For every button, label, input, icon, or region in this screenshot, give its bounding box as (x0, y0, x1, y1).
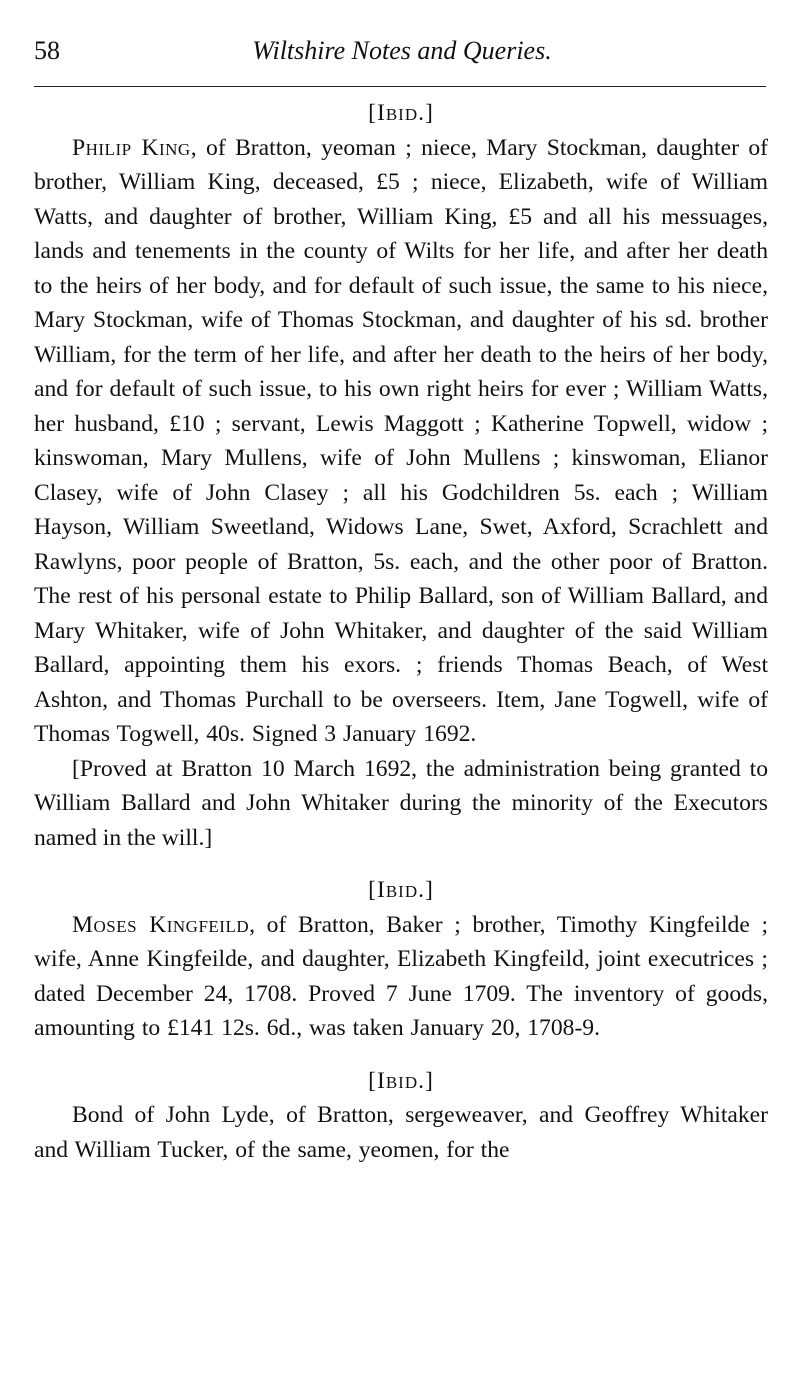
probate-note: [Proved at Bratton 10 March 1692, the administration being granted to William Ballard and John Whitaker during the minority of the Executors named in the will.] (34, 755, 768, 851)
testator-name: Philip King (72, 134, 191, 161)
section-heading: [Ibid.] (368, 100, 434, 126)
will-entry-moses-kingfeild (34, 908, 768, 1046)
testator-name: Moses Kingfeild (72, 911, 250, 938)
page-number: 58 (34, 36, 60, 65)
will-entry-philip-king (34, 131, 768, 752)
entry-text: , of Bratton, yeoman ; niece, Mary Stockman, daughter of brother, William King, deceased, £5 ; niece, Elizabeth, wife of William Watts, and daughter of brother, William King, £5 and all his messuages, lands and tenements in the county of Wilts for her life, and after her death to the heirs of her body, and for default of such issue, the same to his niece, Mary Stockman, wife of Thomas Stockman, and daughter of his sd. brother William, for the term of her life, and after her death to the heirs of her body, and for default of such issue, to his own right heirs for ever ; William Watts, her husband, £10 ; servant, Lewis Maggott ; Katherine Topwell, widow ; kinswoman, Mary Mullens, wife of John Mullens ; kinswoman, Elianor Clasey, wife of John Clasey ; all his Godchildren 5s. each ; William Hayson, William Sweetland, Widows Lane, Swet, Axford, Scrachlett and Rawlyns, poor people of Bratton, 5s. each, and the other poor of Bratton. The rest of his personal estate to Philip Ballard, son of William Ballard, and Mary Whitaker, wife of John Whitaker, and daughter of the said William Ballard, appointing them his exors. ; friends Thomas Beach, of West Ashton, and Thomas Purchall to be overseers. Item, Jane Togwell, wife of Thomas Togwell, 40s. Signed 3 January 1692. (34, 134, 768, 747)
header-rule (34, 86, 766, 87)
section-heading: [Ibid.] (368, 1067, 434, 1094)
page-header (34, 22, 770, 66)
section-heading: [Ibid.] (368, 877, 434, 903)
running-title: Wiltshire Notes and Queries. (252, 36, 552, 65)
entry-text: , of Bratton, Baker ; brother, Timothy Kingfeilde ; wife, Anne Kingfeilde, and daughter, Elizabeth Kingfeild, joint executrices ; dated December 24, 1708. Proved 7 June 1709. The inventory of goods, amounting to £141 12s. 6d., was taken January 20, 1708-9. (34, 911, 768, 1041)
bond-entry-john-lyde: Bond of John Lyde, of Bratton, sergeweaver, and Geoffrey Whitaker and William Tucker, of the same, yeomen, for the (34, 1102, 768, 1163)
page-body (34, 96, 768, 1167)
